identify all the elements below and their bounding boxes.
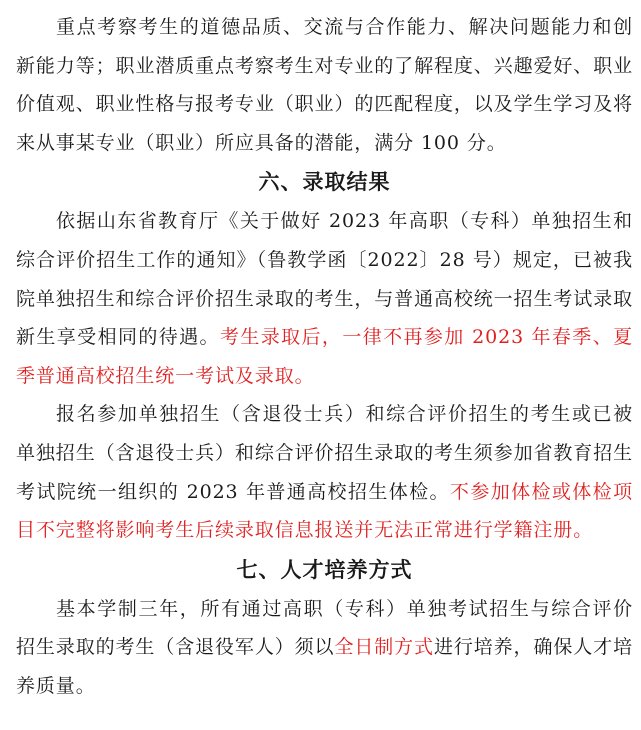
section-heading-training-mode: 七、人才培养方式 <box>236 556 413 582</box>
section-heading-admission-result: 六、录取结果 <box>258 169 391 195</box>
text-segment: 基本学制三年，所有通过高职（专科）单独考试招生与综合评价招生录取的考生（含退役军人）须以 <box>16 597 633 659</box>
highlighted-text-segment: 不参加体检或体检项目不完整将影响考生后续录取信息报送并无法正常进行学籍注册。 <box>16 480 633 542</box>
highlighted-text-segment: 全日制方式 <box>334 636 434 659</box>
paragraph-admission-basis <box>16 202 633 395</box>
text-segment: 进行培养，确保人才培养质量。 <box>16 636 633 697</box>
text-segment: 重点考察考生的道德品质、交流与合作能力、解决问题能力和创新能力等；职业潜质重点考察考生对专业的了解程度、兴趣爱好、职业价值观、职业性格与报考专业（职业）的匹配程度，以及学生学习及将来从事某专业（职业）所应具备的潜能，满分 100 分。 <box>16 16 633 154</box>
paragraph-physical-exam <box>16 395 633 549</box>
highlighted-text-segment: 考生录取后，一律不再参加 2023 年春季、夏季普通高校招生统一考试及录取。 <box>16 326 633 387</box>
text-segment: 报名参加单独招生（含退役士兵）和综合评价招生的考生或已被单独招生（含退役士兵）和综合评价招生录取的考生须参加省教育招生考试院统一组织的 2023 年普通高校招生体检。 <box>16 403 633 503</box>
text-segment: 依据山东省教育厅《关于做好 2023 年高职（专科）单独招生和综合评价招生工作的通知》（鲁教学函〔2022〕28 号）规定，已被我院单独招生和综合评价招生录取的考生，与普通高校统一招生考试录取新生享受相同的待遇。 <box>16 210 633 349</box>
paragraph-training-mode <box>16 590 633 706</box>
paragraph-exam-content <box>16 8 633 162</box>
